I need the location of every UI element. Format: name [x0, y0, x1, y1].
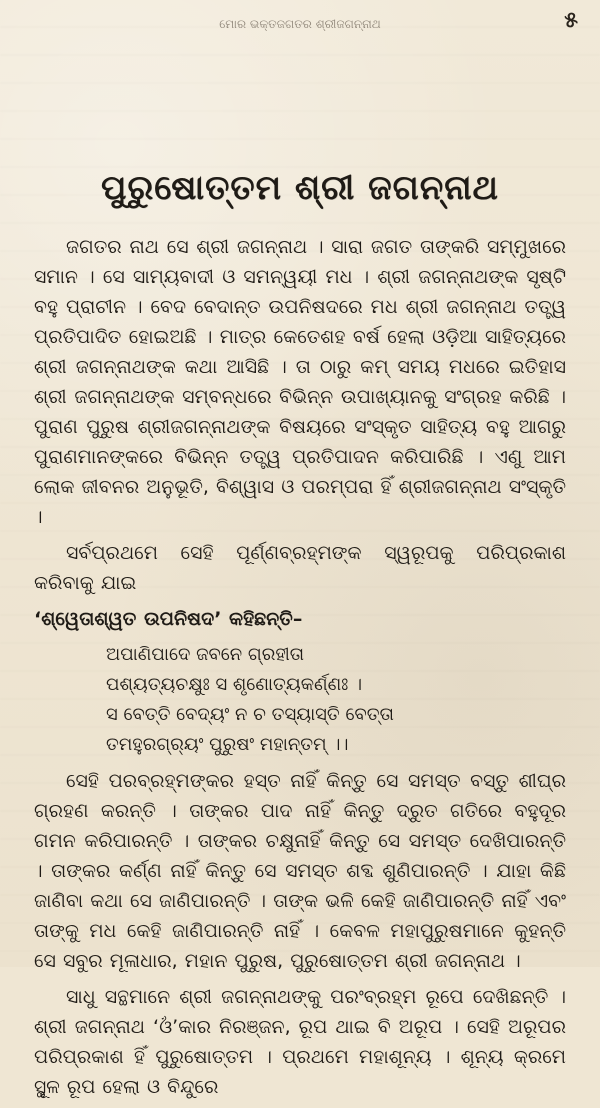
verse-line: ତମହୁରଗ୍ର୍ୟଂ ପୁରୁଷଂ ମହାନ୍ତମ୍ ।।: [106, 734, 349, 755]
running-header: [18, 10, 582, 38]
chapter-title: ପୁରୁଷୋତ୍ତମ ଶ୍ରୀ ଜଗନ୍ନାଥ: [101, 168, 499, 208]
verse-line: ସ ବେତ୍ତି ବେଦ୍ୟଂ ନ ଚ ତସ୍ୟାସ୍ତି ବେତ୍ତା: [106, 704, 394, 725]
title-wrap: [0, 168, 600, 208]
final-paragraph: ସାଧୁ ସନ୍ଥମାନେ ଶ୍ରୀ ଜଗନ୍ନାଥଙ୍କୁ ପରଂବ୍ରହ୍ମ ରୂପେ ଦେଖିଛନ୍ତି । ଶ୍ରୀ ଜଗନ୍ନାଥ ‘ଓଁ’କାର ନିରଞ୍ଜନ, ରୂପ ଥାଇ ବି ଅରୂପ । ସେହି ଅରୂପର ପରିପ୍ରକାଶ ହିଁ ପୁରୁଷୋତ୍ତମ । ପ୍ରଥମେ ମହାଶୂନ୍ୟ । ଶୂନ୍ୟ କ୍ରମେ ସ୍ଥୂଳ ରୂପ ହେଲା ଓ ବିନ୍ଦୁରେ: [34, 986, 566, 1098]
intro-paragraph: ଜଗତର ନାଥ ସେ ଶ୍ରୀ ଜଗନ୍ନାଥ । ସାରା ଜଗତ ତାଙ୍କରି ସମ୍ମୁଖରେ ସମାନ । ସେ ସାମ୍ୟବାଦୀ ଓ ସମନ୍ୱୟୀ ମଧ । ଶ୍ରୀ ଜଗନ୍ନାଥଙ୍କ ସୃଷ୍ଟି ବହୁ ପ୍ରାଚୀନ । ବେଦ ବେଦାନ୍ତ ଉପନିଷଦରେ ମଧ ଶ୍ରୀ ଜଗନ୍ନାଥ ତତ୍ତ୍ୱ ପ୍ରତିପାଦିତ ହୋଇଅଛି । ମାତ୍ର କେତେଶହ ବର୍ଷ ହେଲା ଓଡ଼ିଆ ସାହିତ୍ୟରେ ଶ୍ରୀ ଜଗନ୍ନାଥଙ୍କ କଥା ଆସିଛି । ତା ଠାରୁ କମ୍ ସମୟ ମଧରେ ଇତିହାସ ଶ୍ରୀ ଜଗନ୍ନାଥଙ୍କ ସମ୍ବନ୍ଧରେ ବିଭିନ୍ନ ଉପାଖ୍ୟାନକୁ ସଂଗ୍ରହ କରିଛି । ପୁରାଣ ପୁରୁଷ ଶ୍ରୀଜଗନ୍ନାଥଙ୍କ ବିଷୟରେ ସଂସ୍କୃତ ସାହିତ୍ୟ ବହୁ ଆଗରୁ ପୁରାଣମାନଙ୍କରେ ବିଭିନ୍ନ ତତ୍ତ୍ୱ ପ୍ରତିପାଦନ କରିପାରିଛି । ଏଣୁ ଆମ ଲୋକ ଜୀବନର ଅନୁଭୂତି, ବିଶ୍ୱାସ ଓ ପରମ୍ପରା ହିଁ ଶ୍ରୀଜଗନ୍ନାଥ ସଂସ୍କୃତି ।: [34, 236, 566, 528]
page-number: ୫: [564, 8, 578, 33]
explanation-paragraph: ସେହି ପରବ୍ରହ୍ମଙ୍କର ହସ୍ତ ନାହିଁ କିନ୍ତୁ ସେ ସମସ୍ତ ବସ୍ତୁ ଶୀଘ୍ର ଗ୍ରହଣ କରନ୍ତି । ତାଙ୍କର ପାଦ ନାହିଁ କିନ୍ତୁ ଦ୍ରୁତ ଗତିରେ ବହୁଦୂର ଗମନ କରିପାରନ୍ତି । ତାଙ୍କର ଚକ୍ଷୁନାହିଁ କିନ୍ତୁ ସେ ସମସ୍ତ ଦେଖିପାରନ୍ତି । ତାଙ୍କର କର୍ଣ୍ଣ ନାହିଁ କିନ୍ତୁ ସେ ସମସ୍ତ ଶବ୍ଦ ଶୁଣିପାରନ୍ତି । ଯାହା କିଛି ଜାଣିବା କଥା ସେ ଜାଣିପାରନ୍ତି । ତାଙ୍କ ଭଳି କେହି ଜାଣିପାରନ୍ତି ନାହିଁ ଏବଂ ତାଙ୍କୁ ମଧ କେହି ଜାଣିପାରନ୍ତି ନାହିଁ । କେବଳ ମହାପୁରୁଷମାନେ କୁହନ୍ତି ସେ ସବୁର ମୂଳାଧାର, ମହାନ ପୁରୁଷ, ପୁରୁଷୋତ୍ତମ ଶ୍ରୀ ଜଗନ୍ନାଥ ।: [34, 770, 566, 972]
verse-line: ପଶ୍ୟତ୍ୟଚକ୍ଷୁଃ ସ ଶୃଣୋତ୍ୟକର୍ଣ୍ଣଃ ।: [106, 674, 363, 695]
article-body: [34, 232, 566, 1108]
transition-paragraph: ସର୍ବପ୍ରଥମେ ସେହି ପୂର୍ଣ୍ଣବ୍ରହ୍ମଙ୍କ ସ୍ୱରୂପକୁ ପରିପ୍ରକାଶ କରିବାକୁ ଯାଇ: [34, 542, 566, 594]
running-title: ମୋର ଭକ୍ତଜଗତର ଶ୍ରୀଜଗନ୍ନାଥ: [219, 16, 381, 31]
verse-line: ଅପାଣିପାଦେ ଜବନେ ଗ୍ରହୀତା: [106, 644, 305, 665]
sanskrit-verse: [106, 640, 566, 760]
upanishad-intro: ‘ଶ୍ୱେତାଶ୍ୱତ ଉପନିଷଦ’ କହିଛନ୍ତି–: [34, 608, 303, 630]
